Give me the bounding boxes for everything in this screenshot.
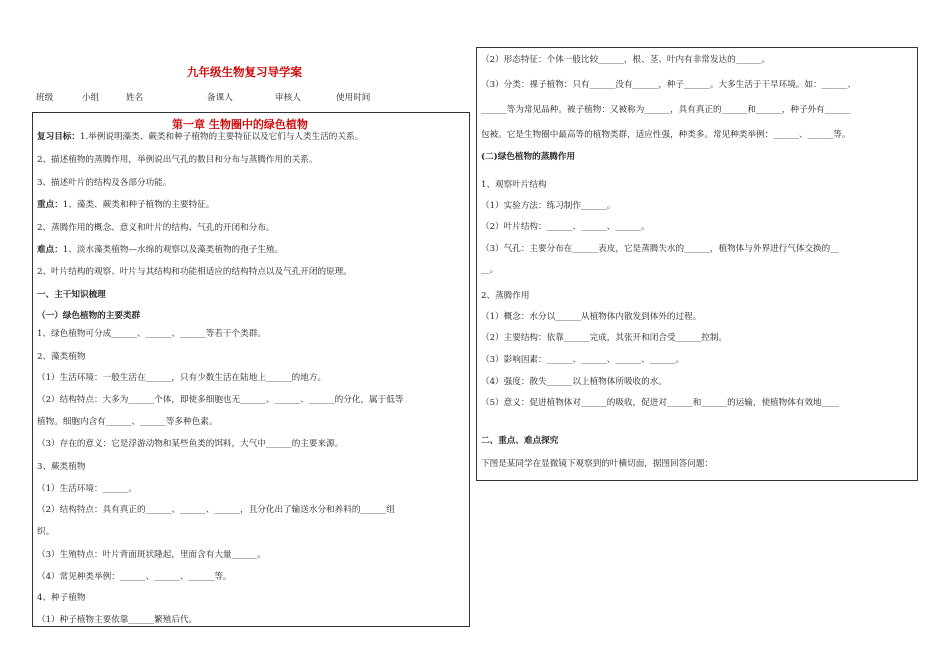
text-line [37,505,395,516]
text-line [37,311,140,322]
text-line [481,291,529,302]
text-line [37,267,352,278]
line-text: 4、种子植物 [37,593,86,603]
text-line [37,200,214,211]
line-label: 二、重点、难点探究 [481,436,559,446]
text-line [481,105,851,116]
text-line [481,312,701,323]
text-line [481,55,770,66]
field-preparer: 备课人 [207,93,233,103]
text-line [481,265,498,276]
text-line [481,222,650,233]
text-line [481,201,615,212]
text-line [481,80,856,91]
field-class: 班级 [36,93,54,103]
line-text: 2、蒸腾作用的概念、意义和叶片的结构、气孔的开闭和分布。 [37,223,275,233]
text-line [37,550,266,561]
text-line [37,462,85,473]
text-line [481,355,684,366]
field-name: 姓名 [126,93,144,103]
line-text: 1、绿色植物可分成______、______、______等若干个类群。 [37,329,266,339]
line-text: 植物。细胞内含有______、______等多种色素。 [37,417,218,427]
text-line [37,615,197,626]
field-group: 小组 [82,93,100,103]
line-text: 1、淡水藻类植物—水绵的观察以及藻类植物的孢子生殖。 [62,245,284,255]
text-line [37,593,85,604]
line-text: （2）形态特征：个体一般比较______，根、茎、叶内有非常发达的______。 [481,55,771,65]
text-line [37,572,232,583]
line-label: 一、主干知识梳理 [37,290,106,300]
text-line [481,436,558,447]
line-text: （3）生殖特点：叶片背面斑状隆起，里面含有大量______。 [37,550,266,560]
field-date: 使用时间 [336,93,371,103]
text-line [37,329,266,340]
text-line [37,395,403,406]
text-line [37,245,283,256]
line-text: （1）概念：水分以______从植物体内散发到体外的过程。 [481,312,702,322]
line-text: （2）叶片结构：______、______、______。 [481,222,650,232]
line-text: （3）存在的意义：它是浮游动物和某些鱼类的饵料，大气中______的主要来源。 [37,439,344,449]
line-text: （2）结构特点：大多为______个体，即使多细胞也无______、______、______的分化，属于低等 [37,395,404,405]
text-line [37,484,137,495]
text-line [481,398,839,409]
text-line [37,223,275,234]
line-label: (二)绿色植物的蒸腾作用 [481,152,576,162]
text-line [481,244,839,255]
line-text: （3）分类：裸子植物：只有______没有______，种子______。大多生活于干旱环境。如：______、 [481,80,857,90]
text-line [37,132,363,143]
line-text: （3）气孔：主要分布在______表皮，它是蒸腾失水的______，植物体与外界进行气体交换的__ [481,244,839,254]
text-line [481,377,667,388]
line-text: 织。 [37,527,55,537]
line-label: 重点： [37,200,63,210]
text-line [37,178,171,189]
line-text: 3、描述叶片的结构及各部分功能。 [37,178,172,188]
text-line [37,373,326,384]
text-line [481,130,851,141]
text-line [37,527,54,538]
line-text: （1）生活环境：一般生活在______，只有少数生活在陆地上______的地方。 [37,373,327,383]
line-text: 2、蒸腾作用 [481,291,530,301]
text-line [37,439,343,450]
line-text: （4）强度：散失______以上植物体所吸收的水。 [481,377,667,387]
line-text: （4）常见种类举例：______、______、______等。 [37,572,232,582]
text-line [481,459,713,470]
line-text: （3）影响因素：______、______、______、______。 [481,355,685,365]
line-label: （一）绿色植物的主要类群 [37,311,141,321]
text-line [37,352,85,363]
text-line [481,180,547,191]
line-text: 2、藻类植物 [37,352,86,362]
page-title: 九年级生物复习导学案 [187,65,302,79]
line-text: 2、描述植物的蒸腾作用，举例说出气孔的数目和分布与蒸腾作用的关系。 [37,155,318,165]
line-text: （2）主要结构：依靠______完成，其张开和闭合受______控制。 [481,333,728,343]
line-text: （1）种子植物主要依靠______繁殖后代。 [37,615,198,625]
line-text: 1、观察叶片结构 [481,180,547,190]
text-line [37,290,106,301]
line-text: （1）实验方法：练习制作______。 [481,201,616,211]
line-text: __。 [481,265,499,275]
text-line [481,333,727,344]
chapter-title: 第一章 生物圈中的绿色植物 [172,118,308,131]
field-reviewer: 审核人 [275,93,301,103]
line-text: ______等为常见品种。被子植物：又被称为______，具有真正的______和______，种子外有______ [481,105,851,115]
line-text: 3、蕨类植物 [37,462,86,472]
line-text: （1）生活环境：______。 [37,484,137,494]
text-line [37,417,217,428]
line-label: 复习目标： [37,132,80,142]
line-label: 难点： [37,245,63,255]
line-text: 1.举例说明藻类、蕨类和种子植物的主要特征以及它们与人类生活的关系。 [79,132,364,142]
line-text: 包被。它是生物圈中最高等的植物类群，适应性强，种类多。常见种类举例：______、______等。 [481,130,851,140]
line-text: （5）意义：促进植物体对______的吸收，促进对______和______的运输，使植物体有效地____ [481,398,839,408]
text-line [481,152,575,163]
text-line [37,155,317,166]
line-text: （2）结构特点：具有真正的______、______、______，且分化出了输送水分和养料的______组 [37,505,395,515]
line-text: 下图是某同学在显微镜下观察到的叶横切面，据图回答问题： [481,459,714,469]
line-text: 2、叶片结构的观察、叶片与其结构和功能相适应的结构特点以及气孔开闭的原理。 [37,267,352,277]
line-text: 1、藻类、蕨类和种子植物的主要特征。 [62,200,215,210]
